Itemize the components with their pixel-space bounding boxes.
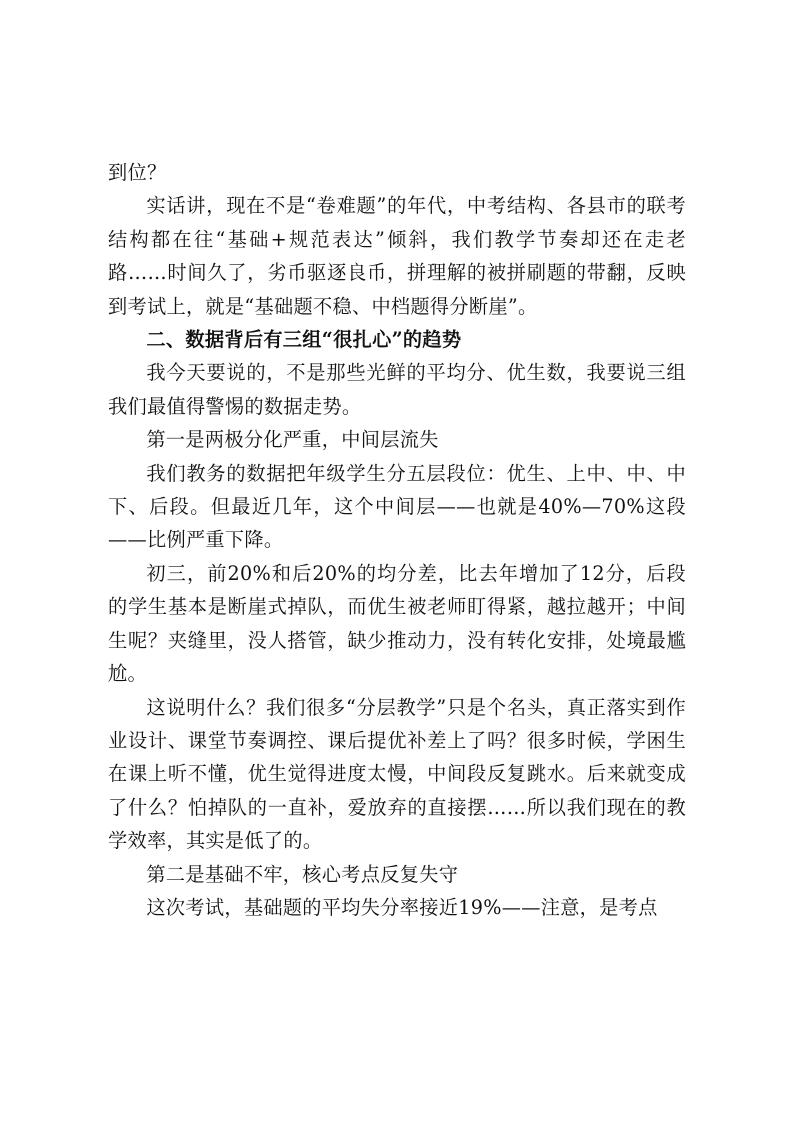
subheading-trend-one: 第一是两极分化严重，中间层流失	[146, 428, 439, 452]
section-heading-two: 二、数据背后有三组“很扎心”的趋势	[146, 328, 462, 352]
paragraph-grade-nine-gap: 初三，前20%和后20%的均分差，比去年增加了12分，后段的学生基本是断崖式掉队，而优生被老师盯得紧，越拉越开；中间生呢？夹缝里，没人搭管，缺少推动力，没有转化安排，处境最尴尬。	[108, 561, 686, 686]
document-page	[108, 156, 686, 924]
subheading-trend-two: 第二是基础不牢，核心考点反复失守	[146, 862, 459, 886]
paragraph-data-trends-intro: 我今天要说的，不是那些光鲜的平均分、优生数，我要说三组我们最值得警惕的数据走势。	[108, 361, 686, 418]
paragraph-exam-structure: 实话讲，现在不是“卷难题”的年代，中考结构、各县市的联考结构都在往“基础+规范表达”倾斜，我们教学节奏却还在走老路……时间久了，劣币驱逐良币，拼理解的被拼刷题的带翻，反映到考试上，就是“基础题不稳、中档题得分断崖”。	[108, 194, 686, 318]
paragraph-five-levels: 我们教务的数据把年级学生分五层段位：优生、上中、中、中下、后段。但最近几年，这个中间层——也就是40%—70%这段——比例严重下降。	[108, 461, 686, 552]
paragraph-layered-teaching: 这说明什么？我们很多“分层教学”只是个名头，真正落实到作业设计、课堂节奏调控、课后提优补差上了吗？很多时候，学困生在课上听不懂，优生觉得进度太慢，中间段反复跳水。后来就变成了什么？怕掉队的一直补，爱放弃的直接摆……所以我们现在的教学效率，其实是低了的。	[108, 695, 686, 853]
paragraph-basic-questions: 这次考试，基础题的平均失分率接近19%——注意，是考点	[146, 895, 658, 919]
paragraph-continuation: 到位？	[108, 161, 167, 184]
